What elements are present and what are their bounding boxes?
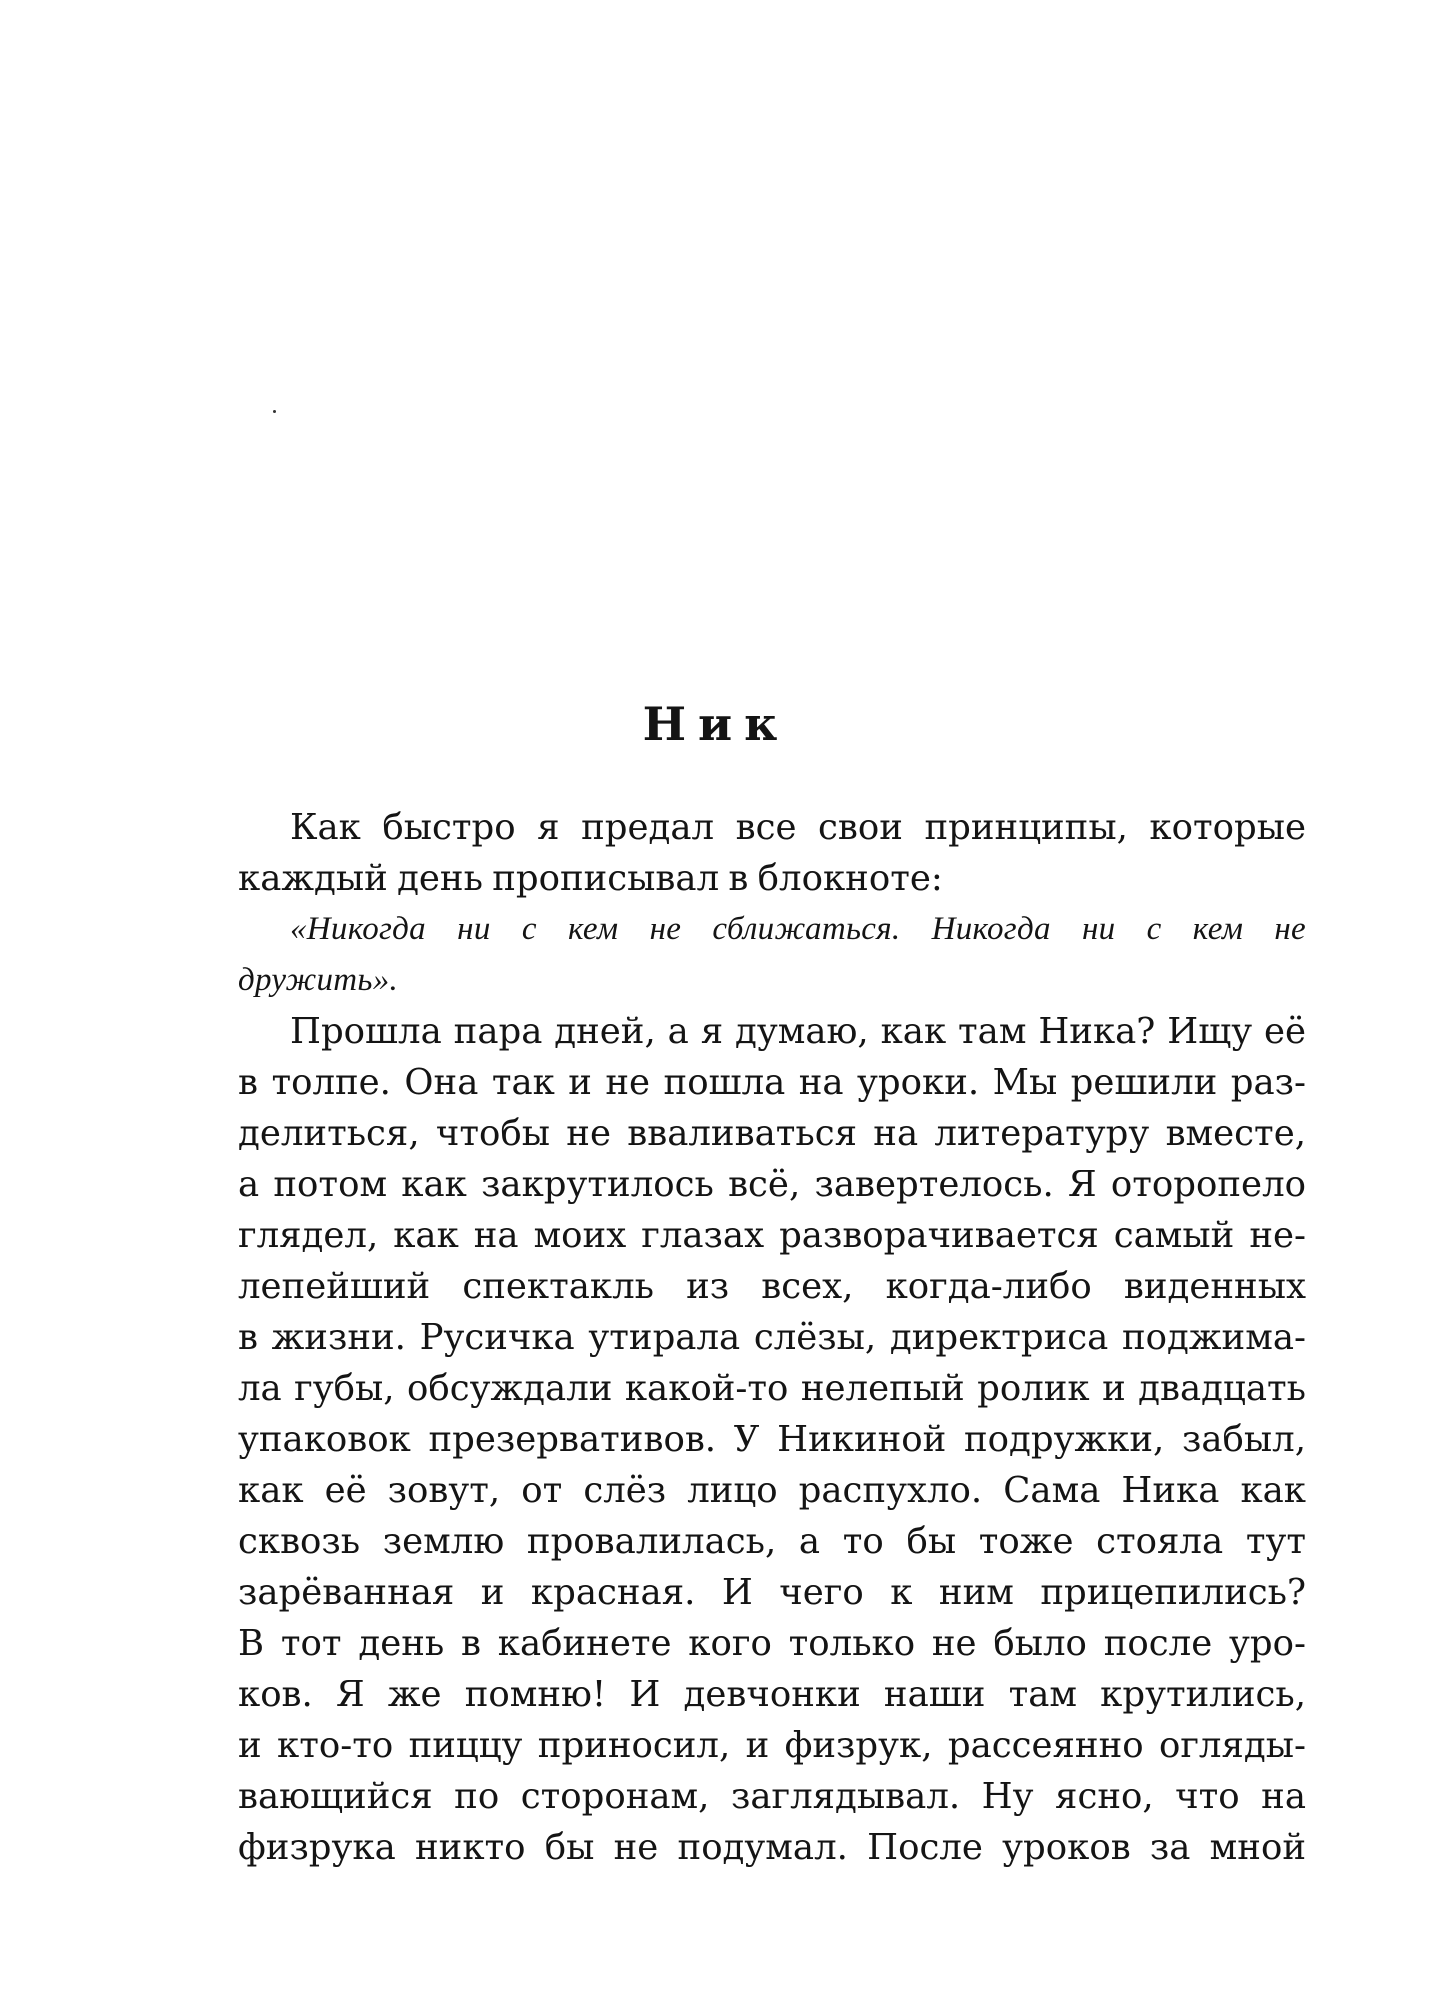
text-line: дружить». [238,962,399,998]
text-line: сквозь землю провалилась, а то бы тоже стояла тут [238,1521,1306,1562]
text-line: вающийся по сторонам, заглядывал. Ну ясно, что на [238,1776,1306,1817]
text-line: ла губы, обсуждали какой-то нелепый ролик и двадцать [238,1368,1306,1409]
text-line: как её зовут, от слёз лицо распухло. Сама Ника как [238,1470,1306,1511]
text-line: каждый день прописывал в блокноте: [238,858,943,899]
epigraph-quote [238,904,1306,1006]
text-line: физрука никто бы не подумал. После уроков за мной [238,1827,1306,1868]
text-line: глядел, как на моих глазах разворачивается самый не- [238,1215,1306,1256]
paragraph-1 [238,802,1306,904]
paragraph-3 [238,1006,1306,1873]
text-line: упаковок презервативов. У Никиной подружки, забыл, [238,1419,1306,1460]
text-line: и кто-то пиццу приносил, и физрук, рассеянно огляды- [238,1725,1306,1766]
text-line: Прошла пара дней, а я думаю, как там Ника? Ищу её [290,1011,1306,1052]
text-line: зарёванная и красная. И чего к ним прицепились? [238,1572,1306,1613]
text-line: а потом как закрутилось всё, завертелось. Я оторопело [238,1164,1306,1205]
text-line: Как быстро я предал все свои принципы, которые [290,807,1306,848]
chapter-title: Ник [642,697,790,751]
text-line: делиться, чтобы не вваливаться на литературу вместе, [238,1113,1306,1154]
stray-mark [273,410,276,413]
text-line: в толпе. Она так и не пошла на уроки. Мы решили раз- [238,1062,1306,1103]
text-line: в жизни. Русичка утирала слёзы, директриса поджима- [238,1317,1306,1358]
text-line: лепейший спектакль из всех, когда-либо виденных [238,1266,1306,1307]
body-text [238,802,1306,1873]
text-line: В тот день в кабинете кого только не было после уро- [238,1623,1306,1664]
text-line: «Никогда ни с кем не сближаться. Никогда ни с кем не [290,911,1306,947]
text-line: ков. Я же помню! И девчонки наши там крутились, [238,1674,1306,1715]
